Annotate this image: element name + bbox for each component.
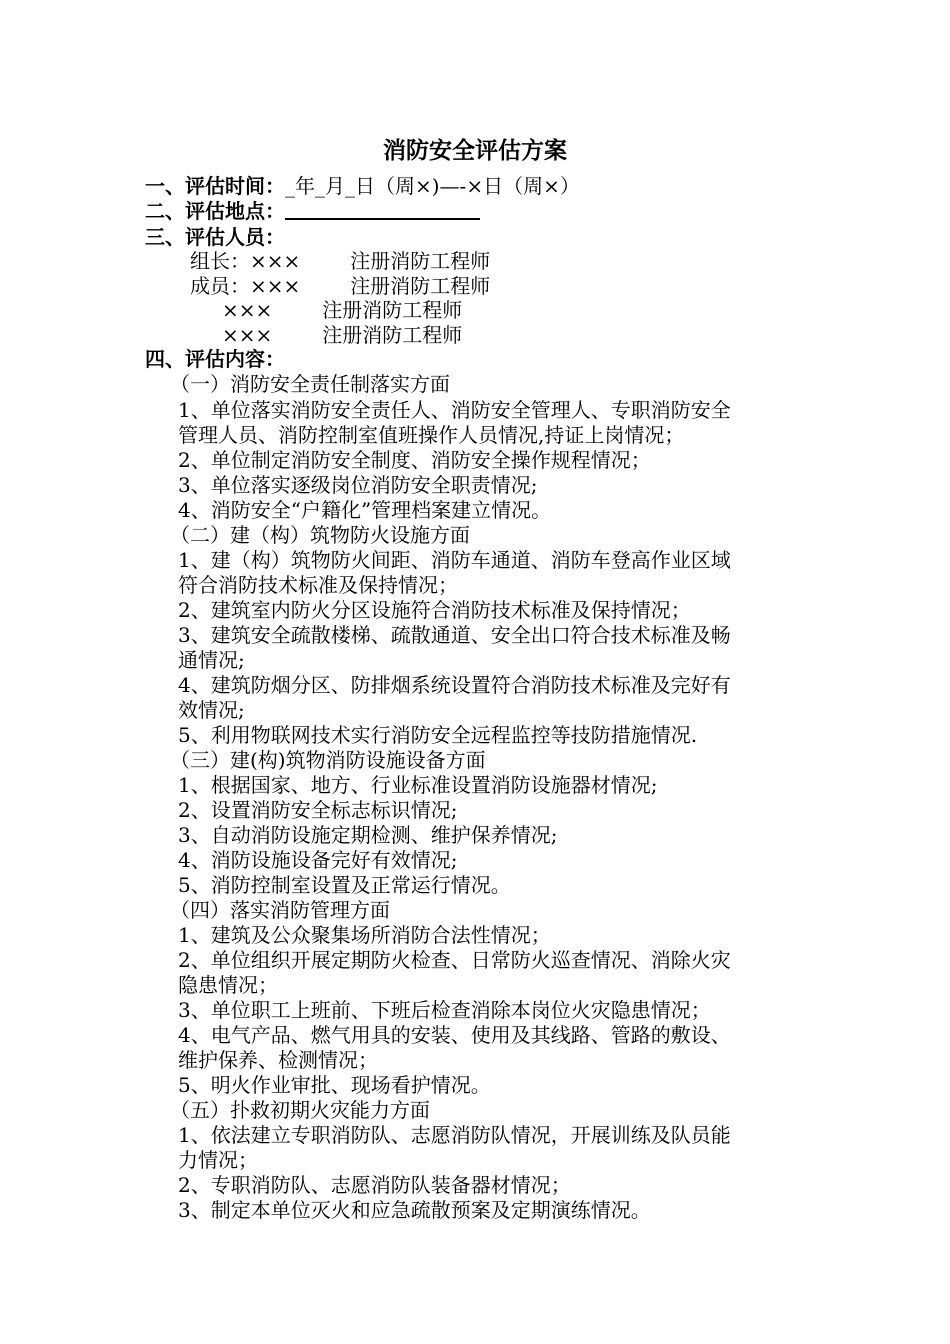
section-heading: （二）建（构）筑物防火设施方面 bbox=[170, 523, 470, 547]
content-line: 2、建筑室内防火分区设施符合消防技术标准及保持情况； bbox=[178, 598, 691, 622]
content-line: 2、单位制定消防安全制度、消防安全操作规程情况； bbox=[178, 448, 651, 472]
content-line: 2、设置消防安全标志标识情况; bbox=[178, 798, 458, 822]
staff-row bbox=[222, 298, 462, 322]
staff-title: 注册消防工程师 bbox=[350, 274, 491, 298]
eval-content-label: 四、评估内容： bbox=[145, 347, 285, 371]
staff-title: 注册消防工程师 bbox=[322, 298, 463, 322]
staff-row bbox=[190, 249, 490, 273]
content-line: 1、依法建立专职消防队、志愿消防队情况，开展训练及队员能 bbox=[178, 1123, 731, 1147]
content-line: 效情况; bbox=[178, 698, 245, 722]
content-line: 1、建（构）筑物防火间距、消防车通道、消防车登高作业区域 bbox=[178, 548, 731, 572]
content-line: 4、电气产品、燃气用具的安装、使用及其线路、管路的敷设、 bbox=[178, 1023, 731, 1047]
staff-name: ××× bbox=[222, 298, 273, 322]
content-line: 管理人员、消防控制室值班操作人员情况,持证上岗情况； bbox=[178, 423, 685, 447]
staff-role: 成员： bbox=[190, 274, 250, 298]
staff-title: 注册消防工程师 bbox=[322, 323, 463, 347]
content-line: 隐患情况； bbox=[178, 973, 278, 997]
content-line: 5、明火作业审批、现场看护情况。 bbox=[178, 1073, 491, 1097]
content-line: 4、消防安全“户籍化”管理档案建立情况。 bbox=[178, 498, 552, 522]
staff-row bbox=[190, 274, 490, 298]
content-line: 1、建筑及公众聚集场所消防合法性情况； bbox=[178, 923, 551, 947]
content-line: 5、消防控制室设置及正常运行情况。 bbox=[178, 873, 511, 897]
section-heading: （四）落实消防管理方面 bbox=[170, 898, 390, 922]
content-line: 4、消防设施设备完好有效情况; bbox=[178, 848, 458, 872]
staff-name: ××× bbox=[250, 274, 301, 298]
eval-time-label: 一、评估时间： bbox=[145, 174, 285, 198]
content-line: 1、根据国家、地方、行业标准设置消防设施器材情况; bbox=[178, 773, 658, 797]
staff-name: ××× bbox=[250, 249, 301, 273]
section-heading: （五）扑救初期火灾能力方面 bbox=[170, 1098, 430, 1122]
content-line: 2、单位组织开展定期防火检查、日常防火巡查情况、消除火灾 bbox=[178, 948, 731, 972]
content-line: 1、单位落实消防安全责任人、消防安全管理人、专职消防安全 bbox=[178, 398, 731, 422]
content-line: 符合消防技术标准及保持情况； bbox=[178, 573, 458, 597]
section-heading: （三）建(构)筑物消防设施设备方面 bbox=[170, 748, 486, 772]
content-line: 3、建筑安全疏散楼梯、疏散通道、安全出口符合技术标准及畅 bbox=[178, 623, 731, 647]
staff-row bbox=[222, 323, 462, 347]
content-line: 3、单位职工上班前、下班后检查消除本岗位火灾隐患情况； bbox=[178, 998, 711, 1022]
document-title: 消防安全评估方案 bbox=[383, 137, 567, 164]
content-line: 2、专职消防队、志愿消防队装备器材情况； bbox=[178, 1173, 571, 1197]
content-line: 5、利用物联网技术实行消防安全远程监控等技防措施情况. bbox=[178, 723, 698, 747]
section-heading: （一）消防安全责任制落实方面 bbox=[170, 372, 450, 396]
eval-time-row bbox=[145, 174, 580, 198]
content-line: 3、单位落实逐级岗位消防安全职责情况; bbox=[178, 473, 538, 497]
eval-place-blank bbox=[285, 200, 480, 220]
eval-place-label: 二、评估地点： bbox=[145, 199, 285, 223]
content-line: 3、制定本单位灭火和应急疏散预案及定期演练情况。 bbox=[178, 1198, 651, 1222]
staff-name: ××× bbox=[222, 323, 273, 347]
content-line: 维护保养、检测情况； bbox=[178, 1048, 378, 1072]
eval-place-row bbox=[145, 199, 480, 223]
eval-content-row bbox=[145, 347, 285, 371]
content-line: 3、自动消防设施定期检测、维护保养情况; bbox=[178, 823, 558, 847]
content-line: 力情况； bbox=[178, 1148, 258, 1172]
eval-staff-label: 三、评估人员： bbox=[145, 225, 285, 249]
eval-time-value: _年_月_日（周×)—-×日（周×） bbox=[285, 174, 580, 198]
content-line: 4、建筑防烟分区、防排烟系统设置符合消防技术标准及完好有 bbox=[178, 673, 731, 697]
staff-title: 注册消防工程师 bbox=[350, 249, 491, 273]
eval-staff-row bbox=[145, 225, 285, 249]
staff-role: 组长： bbox=[190, 249, 250, 273]
content-line: 通情况; bbox=[178, 648, 245, 672]
